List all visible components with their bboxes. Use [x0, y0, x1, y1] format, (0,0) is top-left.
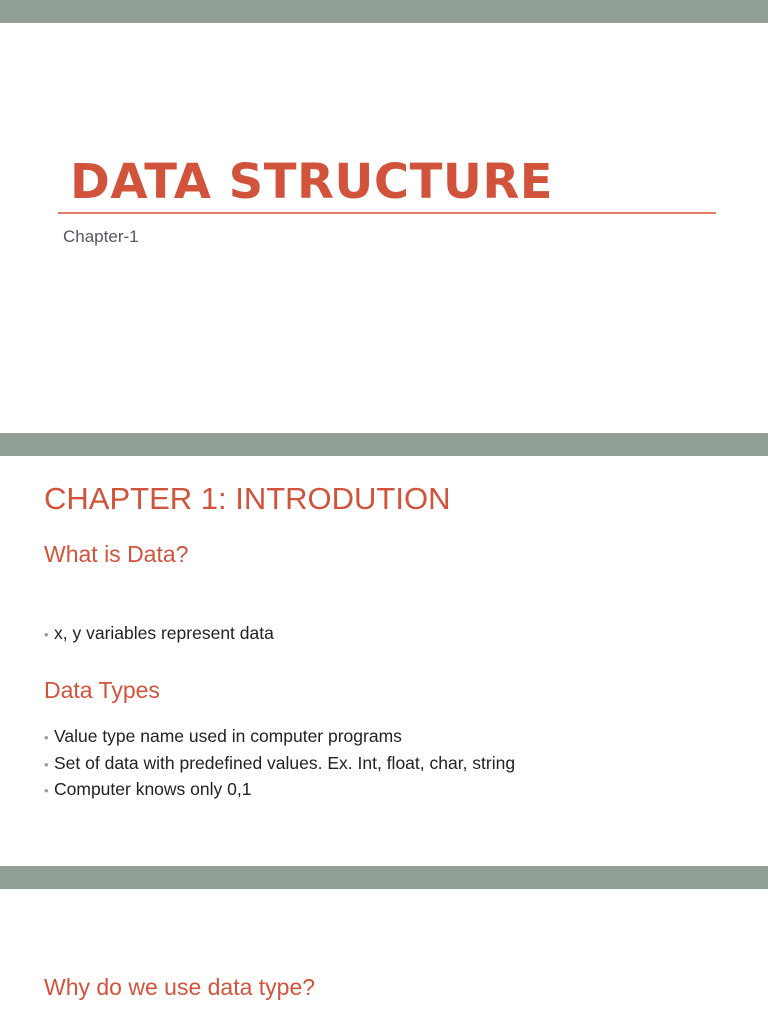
- section-heading-what-is-data: What is Data?: [44, 541, 189, 567]
- slide-main-title: DATA STRUCTURE: [70, 154, 554, 210]
- list-item: [44, 776, 515, 803]
- list-item-text: x, y variables represent data: [54, 623, 274, 643]
- chapter-heading: CHAPTER 1: INTRODUTION: [44, 481, 451, 516]
- bullet-icon: •: [44, 730, 49, 745]
- bullet-list-data-types: [44, 723, 515, 803]
- list-item: [44, 620, 274, 647]
- slide-divider-band: [0, 433, 768, 456]
- bullet-list-what-is-data: [44, 620, 274, 647]
- bullet-icon: •: [44, 756, 49, 772]
- slide-divider-band: [0, 866, 768, 889]
- slide-divider-band: [0, 0, 768, 23]
- slide-subtitle: Chapter-1: [63, 227, 139, 246]
- list-item: [44, 723, 515, 750]
- list-item: [44, 750, 515, 777]
- bullet-icon: •: [44, 783, 49, 798]
- bullet-icon: •: [44, 627, 49, 642]
- section-heading-why-data-type: Why do we use data type?: [44, 974, 316, 1000]
- list-item-text: Value type name used in computer programs: [54, 726, 402, 746]
- list-item-text: Computer knows only 0,1: [54, 779, 252, 799]
- title-underline-rule: [58, 212, 716, 214]
- section-heading-data-types: Data Types: [44, 677, 160, 703]
- list-item-text: Set of data with predefined values. Ex. Int, float, char, string: [54, 752, 516, 773]
